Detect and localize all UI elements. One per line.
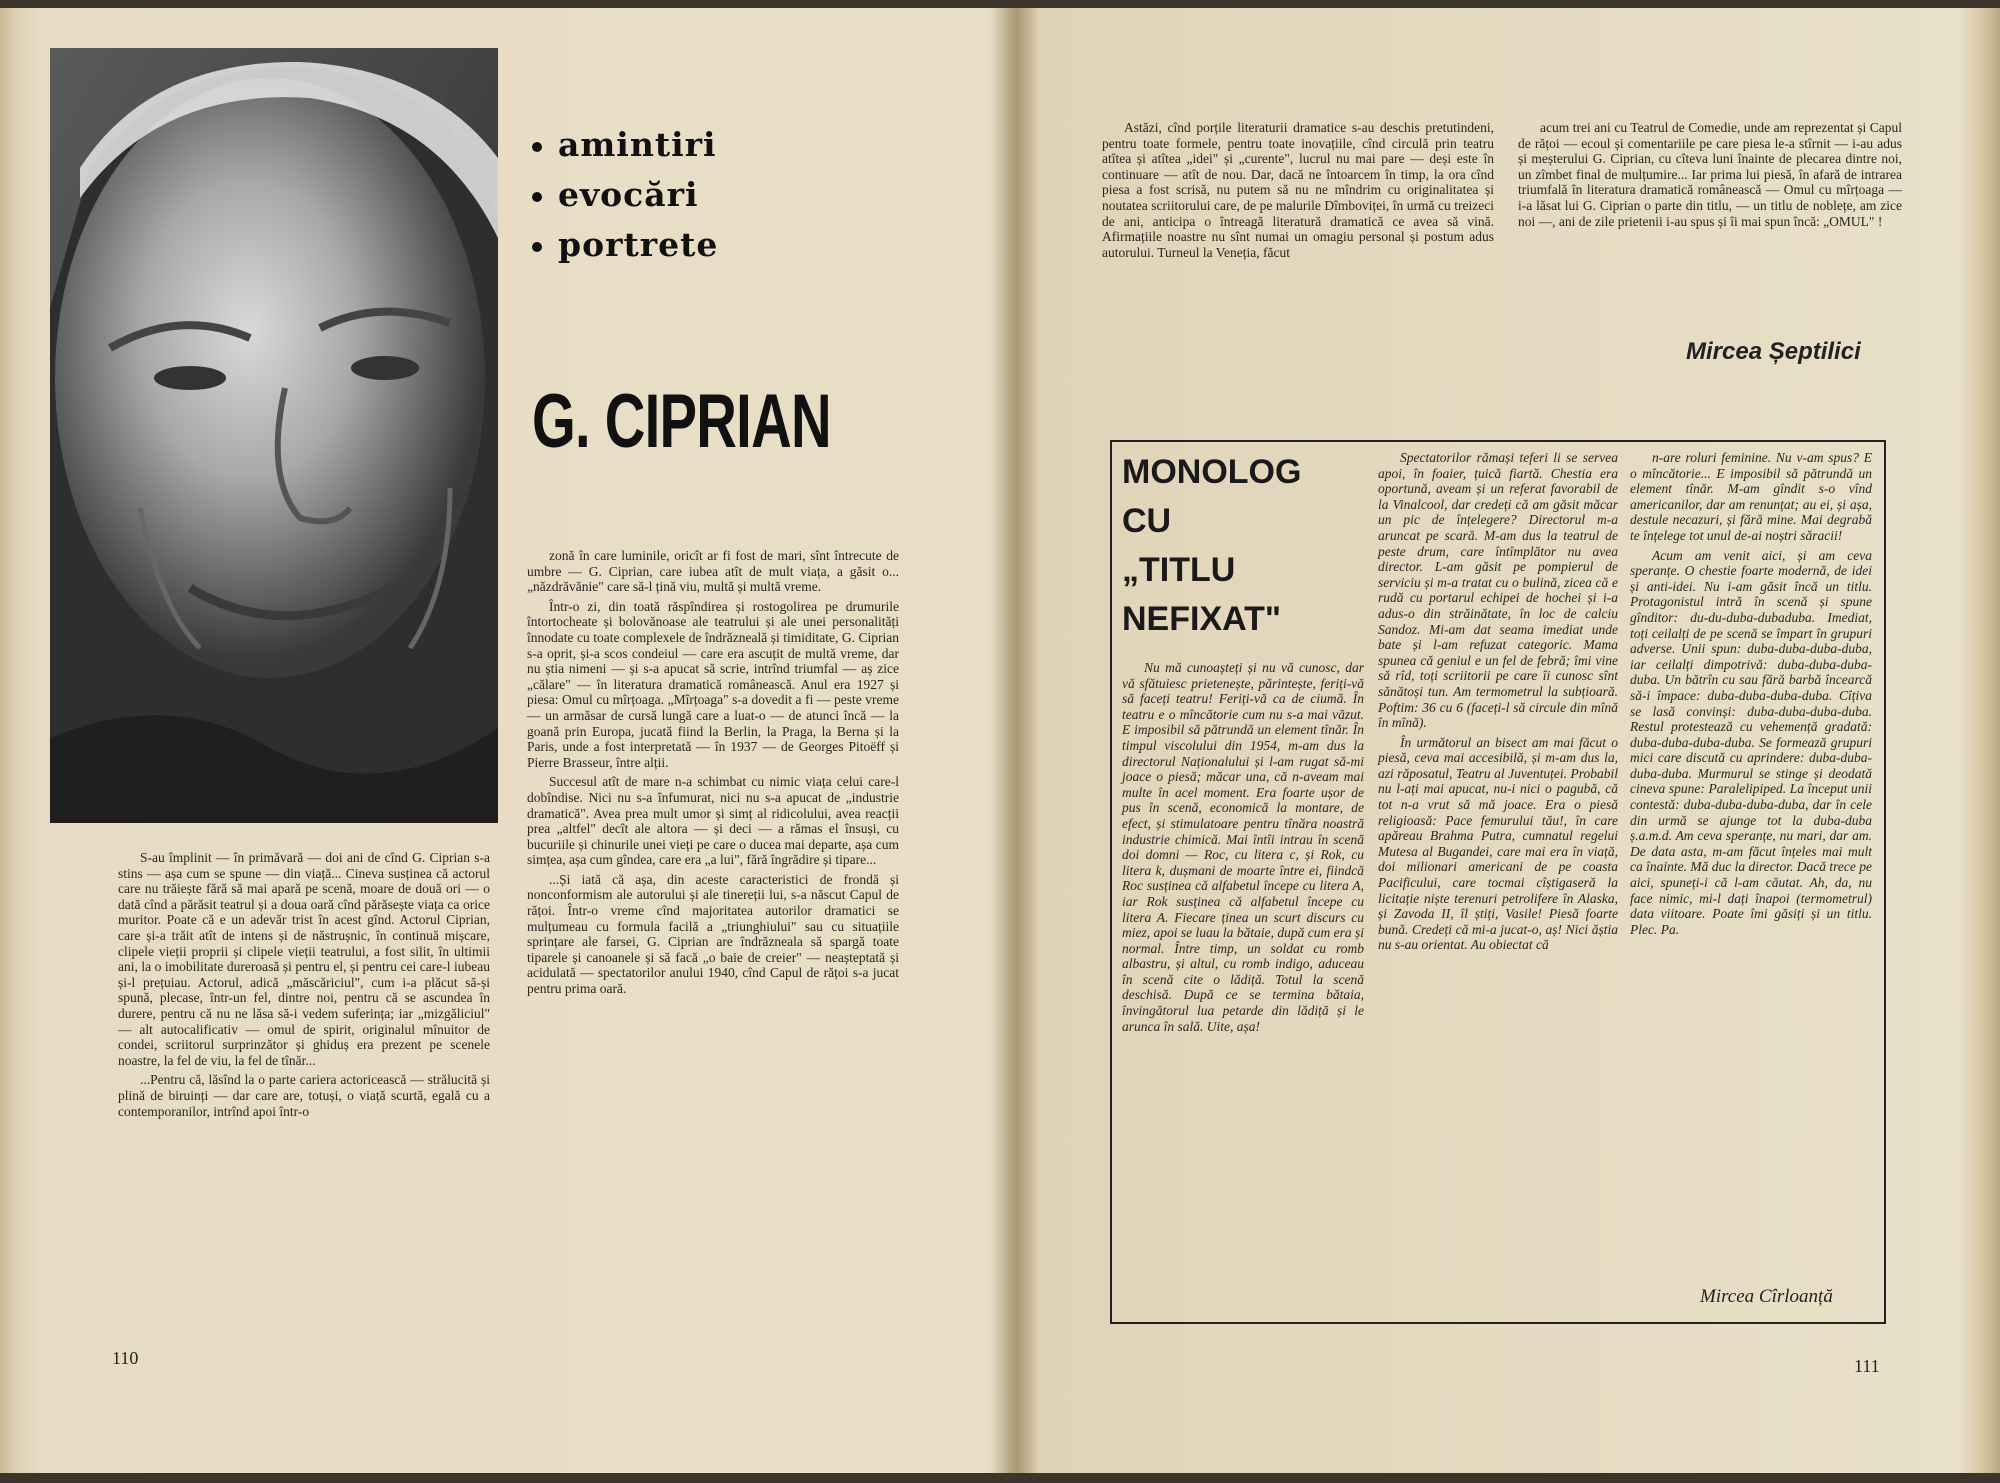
paragraph: Spectatorilor rămași teferi li se servea apoi, în foaier, țuică fiartă. Chestia era oportună, aveam și un referat favorabil de la Vinalcool, dar credeți că am găsit măcar un pic de înțelegere? Directorul m-a aruncat pe scară. M-am dus la teatrul de peste drum, care întîmplător nu avea director. L-am găsit pe pompierul de serviciu și m-a tratat cu o bulină, zicea că e rudă cu portarul echipei de hochei și i-a adus-o din străinătate, în loc de calciu Sandoz. Mi-am dat seama imediat unde bate și l-am refuzat categoric. Mama spunea că geniul e un fel de febră; îmi vine să rîd, toți scriitorii pe care îi cunosc sînt sănătoși tun. Am termometrul la subțioară. Poftim: 36 cu 6 (faceți-l să circule din mînă în mînă). [1378, 450, 1618, 731]
paragraph: S-au împlinit — în primăvară — doi ani de cînd G. Ciprian s-a stins — așa cum se spune — din viață... Cineva susținea că actorul care nu trăiește fără să mai apară pe scenă, moare de două ori — o dată cînd a părăsit teatrul și a doua oară cînd părăsește viața ca orice muritor. Poate că e un adevăr trist în acest gînd. Actorul Ciprian, care și-a trăit atît de intens și de năstrușnic, în continuă mișcare, clipele vieții proprii și clipele vieții teatrului, a fost silit, în ultimii ani, la o imobilitate dureroasă și pentru el, și pentru cei care-l iubeau și-l prețuiau. Actorul, adică „măscăriciul", cum i-a plăcut să-și spună, plecase, într-un fel, dintre noi, pentru că se ascundea în durere, pentru că nu ne lăsa să-i vedem suferința; iar „mizgăliciul" — alt autocalificativ — omul de spirit, originalul mînuitor de condei, scriitorul surprinzător și ghiduș era prezent pe scenele noastre, la fel de viu, la fel de tînăr... [118, 850, 490, 1068]
article-column-2 [527, 548, 899, 1001]
bullet-label: amintiri [558, 125, 717, 164]
bullet-dot-icon [532, 142, 542, 152]
page-number: 110 [112, 1348, 139, 1368]
book-gutter [990, 8, 1040, 1473]
article-column-1 [118, 850, 490, 1123]
paragraph: ...Pentru că, lăsînd la o parte cariera actoricească — strălucită și plină de biruinți — dar care are, totuși, o viață scurtă, egală cu a contemporanilor, intrînd apoi într-o [118, 1072, 490, 1119]
monolog-column-3 [1630, 450, 1872, 941]
article-headline: G. CIPRIAN [532, 379, 831, 464]
paragraph: n-are roluri feminine. Nu v-am spus? E o mîncătorie... E imposibil să pătrundă un element tînăr. M-am gîndit s-o vînd americanilor, dar am renunțat; au ei, și așa, destule necazuri, și fără mine. Mai degrabă te înțelege tot unul de-ai noștri săracii! [1630, 450, 1872, 543]
bullet-dot-icon [532, 242, 542, 252]
paragraph: acum trei ani cu Teatrul de Comedie, unde am reprezentat și Capul de rățoi — ecoul și comentariile pe care piesa le-a stîrnit — i-au adus și meșterului G. Ciprian, cu cîteva luni înainte de plecarea dintre noi, un zîmbet final de mulțumire... Iar prima lui piesă, în afară de intrarea triumfală în literatura dramatică românească — Omul cu mîrțoaga — i-a lăsat lui G. Ciprian o parte din titlu, — un titlu de noblețe, am zice noi —, ani de zile prietenii i-au spus și îi mai spun încă: „OMUL" ! [1518, 120, 1902, 229]
paragraph: Acum am venit aici, și am ceva speranțe. O chestie foarte modernă, de idei și anti-idei. Nu i-am găsit încă un titlu. Protagonistul intră în scenă și spune gînditor: du-du-duba-dubaduba. Imediat, toți ceilalți de pe scenă se împart în grupuri adverse. Unii spun: duba-duba-duba-duba, iar ceilalți dimpotrivă: duba-duba-duba-duba. Un bătrîn cu sau fără barbă încearcă să-i împace: duba-duba-duba-duba. Cîțiva se lasă convinși: duba-duba-duba-duba. Restul protestează cu vehemență gradată: duba-duba-duba-duba. Se formează grupuri mici care discută cu aprindere: duba-duba-duba-duba. Murmurul se stinge și deodată cineva spune: Paralelipiped. La început unii contestă: duba-duba-duba-duba, dar în cele din urmă se ajunge tot la duba-duba ș.a.m.d. Am ceva speranțe, nu mari, dar am. De data asta, m-am făcut înțeles mai mult ca înainte. Mă duc la director. Dacă trece pe aici, spuneți-i că l-am căutat. Ah, da, nu face nimic, mi-l dați înapoi (termometrul) data viitoare. Poate îmi găsiți și un titlu. Plec. Pa. [1630, 547, 1872, 937]
author-signature: Mircea Șeptilici [1686, 338, 1861, 365]
paragraph: Nu mă cunoașteți și nu vă cunosc, dar vă sfătuiesc prietenește, părintește, feriți-vă să faceți teatru! Feriți-vă ca de ciumă. În teatru e o mîncătorie cum nu s-a mai văzut. E imposibil să pătrundă un element tînăr. În timpul viscolului din 1954, m-am dus la directorul Naționalului și l-am rugat să-mi joace o piesă; măcar una, că n-aveam mai multe în acel moment. Era foarte ușor de pus în scenă, economică la montare, de efect, și stimulatoare pentru tînăra noastră industrie chimică. Mai întîi intrau în scenă doi domni — Roc, cu litera c, și Rok, cu litera k, dușmani de moarte între ei, fiindcă Roc susținea că alfabetul începe cu litera A, iar Rok susținea că alfabetul începe cu litera A. Fiecare ținea un scurt discurs cu miez, apoi se luau la bătaie, după cum era și normal. Între timp, un soldat cu romb albastru, și altul, cu romb indigo, aduceau în scenă cite o lădiță. Totul la scenă deschisă. După ce se termina bătaia, învingătorul lua petarde din lădiță și le arunca în sală. Uite, așa! [1122, 660, 1364, 1034]
paragraph: zonă în care luminile, oricît ar fi fost de mari, sînt întrecute de umbre — G. Ciprian, care iubea atît de mult viața, a găsit o... „năzdrăvănie" care să-l țină viu, multă și multă vreme. [527, 548, 899, 595]
paragraph: ...Și iată că așa, din aceste caracteristici de frondă și nonconformism ale autorului și ale tinereții lui, s-a născut Capul de rățoi. Într-o vreme cînd majoritatea autorilor dramatici se mulțumeau cu formula facilă a „triunghiului" sau cu situațiile sprințare ale farsei, G. Ciprian are îndrăzneala să spargă toate tiparele și canoanele și să facă „o baie de creier" — neașteptată și acidulată — spectatorilor anului 1940, cînd Capul de rățoi s-a jucat pentru prima oară. [527, 871, 899, 997]
bullet-label: portrete [558, 225, 719, 264]
title-line: NEFIXAT" [1122, 600, 1282, 638]
portrait-photo [50, 48, 498, 823]
continuation-column-b [1518, 120, 1902, 233]
title-line: CU [1122, 502, 1172, 540]
paragraph: Într-o zi, din toată răspîndirea și rostogolirea pe drumurile întortocheate și bolovănoase ale teatrului și ale unei personalități înnodate cu toate complexele de îndrăzneală și timiditate, G. Ciprian s-a oprit, și-a scos condeiul — care era ascuțit de multă vreme, dar nu știa nimeni — și s-a apucat să scrie, intrînd triumfal — aș zice „călare" — în literatura dramatică românească. Anul era 1927 și piesa: Omul cu mîrțoaga. „Mîrțoaga" s-a dovedit a fi — peste vreme — un armăsar de cursă lungă care a luat-o — de atunci încă — la goană prin Europa, jucată fiind la Berlin, la Praga, la Berna și la Paris, unde a fost interpretată — în 1937 — de Georges Pitoëff și Pierre Brasseur, între alții. [527, 598, 899, 770]
monolog-column-1 [1122, 660, 1364, 1038]
bullet-item [532, 120, 718, 170]
bullet-item [532, 170, 718, 220]
bullet-label: evocări [558, 175, 699, 214]
left-page [0, 8, 1018, 1473]
bullet-item [532, 220, 718, 270]
monolog-column-2 [1378, 450, 1618, 957]
paragraph: Succesul atît de mare n-a schimbat cu nimic viața celui care-l dobîndise. Nici nu s-a înfumurat, nici nu s-a apucat de „industrie dramatică". Avea prea mult umor și simț al ridicolului, avea reacții prea „altfel" decît ale altora — și deci — a rămas el însuși, cu bucuriile și chinurile unei vieți pe care o ducea mai departe, așa cum simțea, așa cum gîndea, care era „a lui", fără îngrădire și tipare... [527, 774, 899, 868]
title-line: „TITLU [1122, 551, 1236, 589]
page-number: 111 [1854, 1356, 1880, 1376]
continuation-column-a [1102, 120, 1494, 264]
bullet-dot-icon [532, 192, 542, 202]
title-line: MONOLOG [1122, 453, 1302, 491]
paragraph: În următorul an bisect am mai făcut o piesă, ceva mai accesibilă, și m-am dus la, azi răposatul, Teatru al Juventuței. Probabil nu l-ați mai apucat, nu-i nici o pagubă, că tot n-a vrut să mă joace. Era o piesă religioasă: Pace femurului tău!, în care apăreau Brahma Putra, cumnatul regelui Mutesa al Bugandei, care mai era în viață, doi milionari americani de pe coasta Pacificului, care tocmai cîștigaseră la licitație niște terenuri petrolifere în Alaska, și Zavoda II, îl știți, Vasile! Piesă foarte bună. Credeți că mi-a jucat-o, aș! Nici ăștia nu s-au orientat. Au obiectat că [1378, 734, 1618, 953]
paragraph: Astăzi, cînd porțile literaturii dramatice s-au deschis pretutindeni, pentru toate formele, pentru toate inovațiile, cînd circulă prin teatru atîtea și atîtea „idei" și „curente", lucrul nu mai pare — deși este în continuare — atît de nou. Dar, dacă ne întoarcem în timp, la ora cînd piesa a fost scrisă, nu putem să nu ne mîndrim cu originalitatea și noutatea scriitorului care, de pe malurile Dîmboviței, în urmă cu treizeci de ani, anticipa o întreagă literatură dramatică ce avea să vină. Afirmațiile noastre nu sînt numai un omagiu personal și postum adus autorului. Turneul la Veneția, făcut [1102, 120, 1494, 260]
section-bullets [532, 120, 718, 270]
portrait-image [50, 48, 498, 823]
monolog-signature: Mircea Cîrloanță [1700, 1286, 1833, 1307]
monolog-title [1122, 448, 1322, 644]
